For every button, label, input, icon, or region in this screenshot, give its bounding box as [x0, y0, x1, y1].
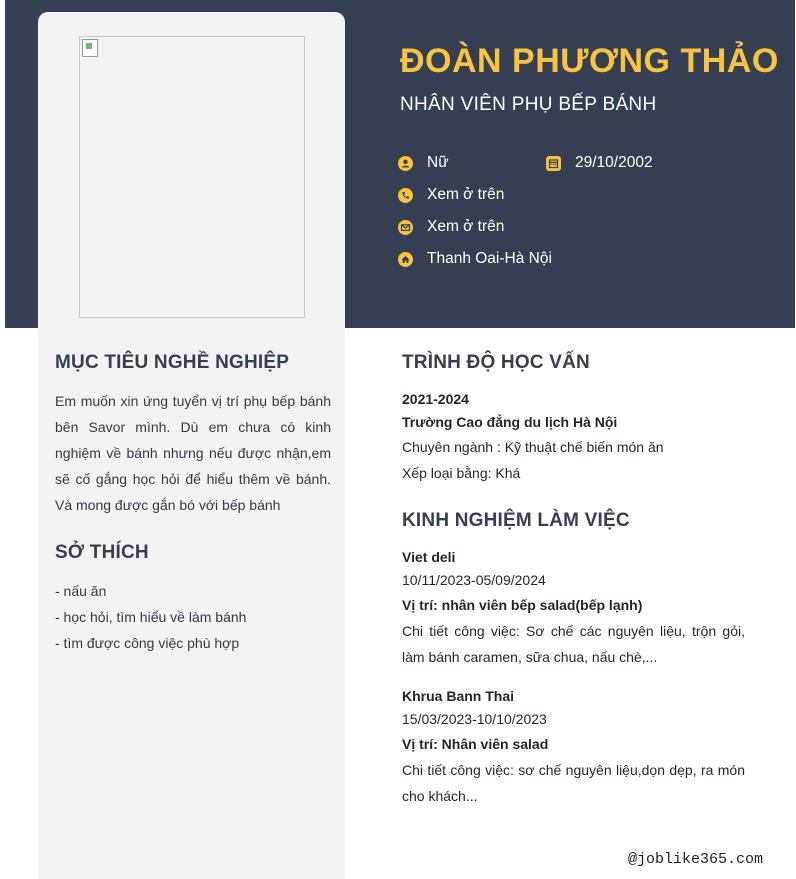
calendar-icon	[546, 156, 561, 171]
gender-value: Nữ	[427, 154, 449, 171]
education-school: Trường Cao đẳng du lịch Hà Nội	[402, 414, 618, 430]
education-grade: Xếp loại bằng: Khá	[402, 465, 521, 481]
education-major: Chuyên ngành : Kỹ thuật chế biến món ăn	[402, 439, 664, 455]
email-icon	[398, 220, 413, 235]
hobbies-heading: SỞ THÍCH	[55, 542, 149, 563]
job-detail: Chi tiết công việc: sơ chế nguyên liệu,dọn dẹp, ra món cho khách...	[402, 762, 745, 804]
job-role: Vị trí: nhân viên bếp salad(bếp lạnh)	[402, 597, 643, 613]
candidate-name: ĐOÀN PHƯƠNG THẢO	[400, 42, 779, 80]
objective-heading: MỤC TIÊU NGHỀ NGHIỆP	[55, 352, 290, 373]
hobby-item: - nấu ăn	[55, 583, 107, 599]
gender-row	[398, 154, 449, 172]
job-company: Viet deli	[402, 549, 456, 565]
job-detail: Chi tiết công việc: Sơ chế các nguyên liệu, trộn gỏi, làm bánh caramen, sữa chua, nấu chè,...	[402, 623, 745, 665]
job-period: 10/11/2023-05/09/2024	[402, 572, 546, 588]
phone-value: Xem ở trên	[427, 186, 505, 203]
job-period: 15/03/2023-10/10/2023	[402, 711, 547, 727]
profile-photo	[79, 36, 305, 318]
objective-text: Em muốn xin ứng tuyển vị trí phụ bếp bánh bên Savor mình. Dù em chưa có kinh nghiệm về bánh nhưng nếu được nhận,em sẽ cố gắng học hỏi để hiểu thêm về bánh. Và mong được gắn bó với bếp bánh	[55, 393, 331, 513]
user-icon	[398, 156, 413, 171]
job-title: NHÂN VIÊN PHỤ BẾP BÁNH	[400, 94, 657, 115]
education-period: 2021-2024	[402, 391, 469, 407]
education-heading: TRÌNH ĐỘ HỌC VẤN	[402, 352, 590, 373]
job-role: Vị trí: Nhân viên salad	[402, 736, 549, 752]
address-value: Thanh Oai-Hà Nội	[427, 250, 552, 267]
broken-image-icon	[82, 39, 98, 57]
hobby-item: - học hỏi, tìm hiểu về làm bánh	[55, 609, 247, 625]
experience-heading: KINH NGHIỆM LÀM VIỆC	[402, 510, 630, 531]
phone-icon	[398, 188, 413, 203]
birthdate-value: 29/10/2002	[575, 154, 653, 171]
birthdate-row	[546, 154, 653, 172]
email-row	[398, 218, 504, 236]
hobby-item: - tìm được công việc phù hợp	[55, 635, 240, 651]
hobbies-list	[55, 578, 246, 656]
home-icon	[398, 252, 413, 267]
watermark: @joblike365.com	[628, 851, 764, 868]
address-row	[398, 250, 552, 268]
job-company: Khrua Bann Thai	[402, 688, 515, 704]
email-value: Xem ở trên	[427, 218, 505, 235]
phone-row	[398, 186, 504, 204]
